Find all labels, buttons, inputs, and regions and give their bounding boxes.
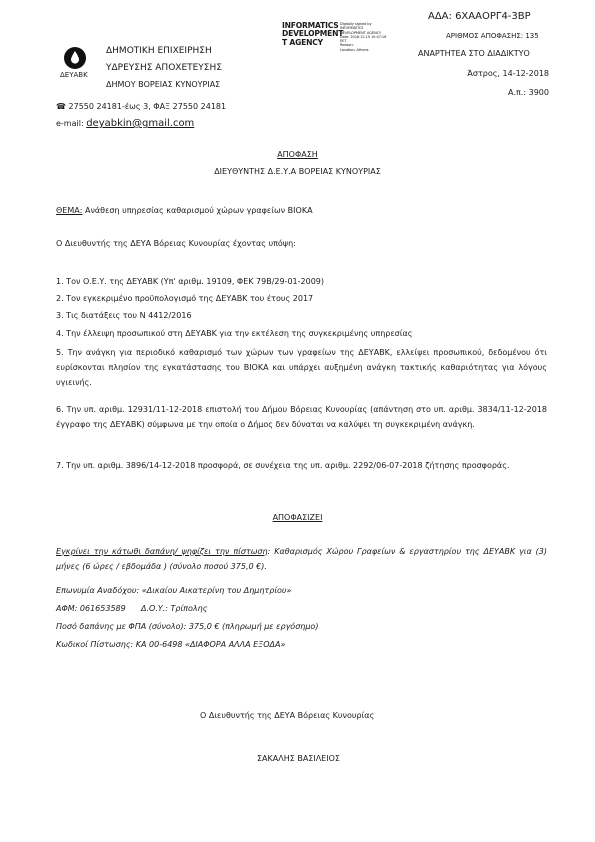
agency-name-2: DEVELOPMENT [282, 29, 344, 39]
decision-afm: ΑΦΜ: 061653589 Δ.Ο.Υ.: Τρίπολης [56, 604, 208, 613]
contact-email [56, 118, 194, 129]
consideration-7: 7. Την υπ. αριθμ. 3896/14-12-2018 προσφορά, σε συνέχεια της υπ. αριθμ. 2292/06-07-2018 ζήτησης προσφοράς. [56, 461, 510, 470]
consideration-4: 4. Την έλλειψη προσωπικού στη ΔΕΥΑΒΚ για την εκτέλεση της συγκεκριμένης υπηρεσίας [56, 329, 413, 338]
approve-label: Εγκρίνει την κάτωθι δαπάνη/ ψηφίζει την πίστωση [56, 547, 268, 556]
sig-line-6: Reason: [340, 43, 354, 48]
document-subtitle: ΔΙΕΥΘΥΝΤΗΣ Δ.Ε.Υ.Α ΒΟΡΕΙΑΣ ΚΥΝΟΥΡΙΑΣ [214, 167, 381, 176]
email-link[interactable]: deyabkin@gmail.com [86, 118, 195, 129]
decision-number: ΑΡΙΘΜΟΣ ΑΠΟΦΑΣΗΣ: 135 [446, 32, 539, 40]
protocol-number: Α.π.: 3900 [508, 88, 549, 97]
logo-text: ΔΕΥΑΒΚ [60, 71, 88, 79]
contact-phone: ☎ 27550 24181-έως 3, ΦΑΞ 27550 24181 [56, 102, 227, 111]
agency-signature-details [340, 22, 386, 52]
agency-name-1: INFORMATICS [282, 21, 339, 30]
decision-contractor: Επωνυμία Αναδόχου: «Δικαίου Αικατερίνη του Δημητρίου» [56, 586, 292, 595]
posted-online-label: ΑΝΑΡΤΗΤΕΑ ΣΤΟ ΔΙΑΔΙΚΤΥΟ [418, 49, 530, 58]
consideration-3: 3. Τις διατάξεις του Ν 4412/2016 [56, 311, 192, 320]
org-line-3: ΔΗΜΟΥ ΒΟΡΕΙΑΣ ΚΥΝΟΥΡΙΑΣ [106, 80, 221, 89]
approve-text: : Καθαρισμός Χώρου Γραφείων & εργαστηρίου της ΔΕΥΑΒΚ για (3) μήνες (6 ώρες / εβδομάδα ) (σύνολο ποσού 375,0 €). [56, 547, 547, 571]
sig-line-5: EET [340, 39, 347, 44]
email-label: e-mail: [56, 119, 87, 128]
consideration-2: 2. Τον εγκεκριμένο προϋπολογισμό της ΔΕΥΑΒΚ του έτους 2017 [56, 294, 314, 303]
sig-line-3: DEVELOPMENT AGENCY [340, 30, 382, 35]
sig-line-4: Date: 2018.12.19 10:47:16 [340, 34, 387, 39]
consideration-5: 5. Την ανάγκη για περιοδικό καθαρισμό των χώρων των γραφείων της ΔΕΥΑΒΚ, ελλείψει προσωπικού, δεδομένου ότι ευρίσκονται πλησίον της εγκατάστασης του ΒΙΟΚΑ και υπάρχει αυξημένη ανάγκη τακτικής καθαριότητας για λόγους υγιεινής. [56, 348, 547, 387]
place-date: Άστρος, 14-12-2018 [467, 69, 549, 78]
signature-name: ΣΑΚΑΛΗΣ ΒΑΣΙΛΕΙΟΣ [257, 754, 340, 763]
sig-line-7: Location: Athens [340, 47, 369, 52]
consideration-1: 1. Τον Ο.Ε.Υ. της ΔΕΥΑΒΚ (Υπ' αριθμ. 19109, ΦΕΚ 79Β/29-01-2009) [56, 277, 325, 286]
org-line-2: ΥΔΡΕΥΣΗΣ ΑΠΟΧΕΤΕΥΣΗΣ [106, 63, 222, 73]
agency-signature [282, 22, 343, 47]
decision-approve [56, 544, 547, 574]
title-text: ΑΠΟΦΑΣΗ [277, 150, 318, 159]
sig-line-1: Digitally signed by [340, 22, 372, 26]
subject-text: Ανάθεση υπηρεσίας καθαρισμού χώρων γραφείων ΒΙΟΚΑ [82, 206, 313, 215]
subject-line [56, 206, 313, 215]
signature-role: Ο Διευθυντής της ΔΕΥΑ Βόρειας Κυνουρίας [200, 711, 375, 720]
intro-text: Ο Διευθυντής της ΔΕΥΑ Βόρειας Κυνουρίας έχοντας υπόψη: [56, 239, 296, 248]
decides-heading [0, 513, 595, 522]
sig-line-2: INFORMATICS [340, 26, 364, 31]
deyabk-logo [64, 47, 86, 69]
org-line-1: ΔΗΜΟΤΙΚΗ ΕΠΙΧΕΙΡΗΣΗ [106, 46, 212, 56]
ada-code: ΑΔΑ: 6ΧΑΑΟΡΓ4-3ΒΡ [428, 11, 531, 22]
decides-text: ΑΠΟΦΑΣΙΖΕΙ [272, 513, 323, 522]
consideration-6: 6. Την υπ. αριθμ. 12931/11-12-2018 επιστολή του Δήμου Βόρειας Κυνουρίας (απάντηση στο υπ. αριθμ. 3834/11-12-2018 έγγραφο της ΔΕΥΑΒΚ) σύμφωνα με την οποία ο Δήμος δεν δύναται να καλύψει τη συγκεκριμένη ανάγκη. [56, 405, 547, 429]
subject-label: ΘΕΜΑ: [56, 206, 83, 215]
water-drop-icon [71, 51, 79, 64]
agency-name-3: T AGENCY [282, 37, 323, 47]
document-title [0, 150, 595, 159]
decision-credit-code: Κωδικοί Πίστωσης: ΚΑ 00-6498 «ΔΙΑΦΟΡΑ ΑΛΛΑ ΕΞΟΔΑ» [56, 640, 286, 649]
decision-amount: Ποσό δαπάνης με ΦΠΑ (σύνολο): 375,0 € (πληρωμή με εργόσημο) [56, 622, 319, 631]
